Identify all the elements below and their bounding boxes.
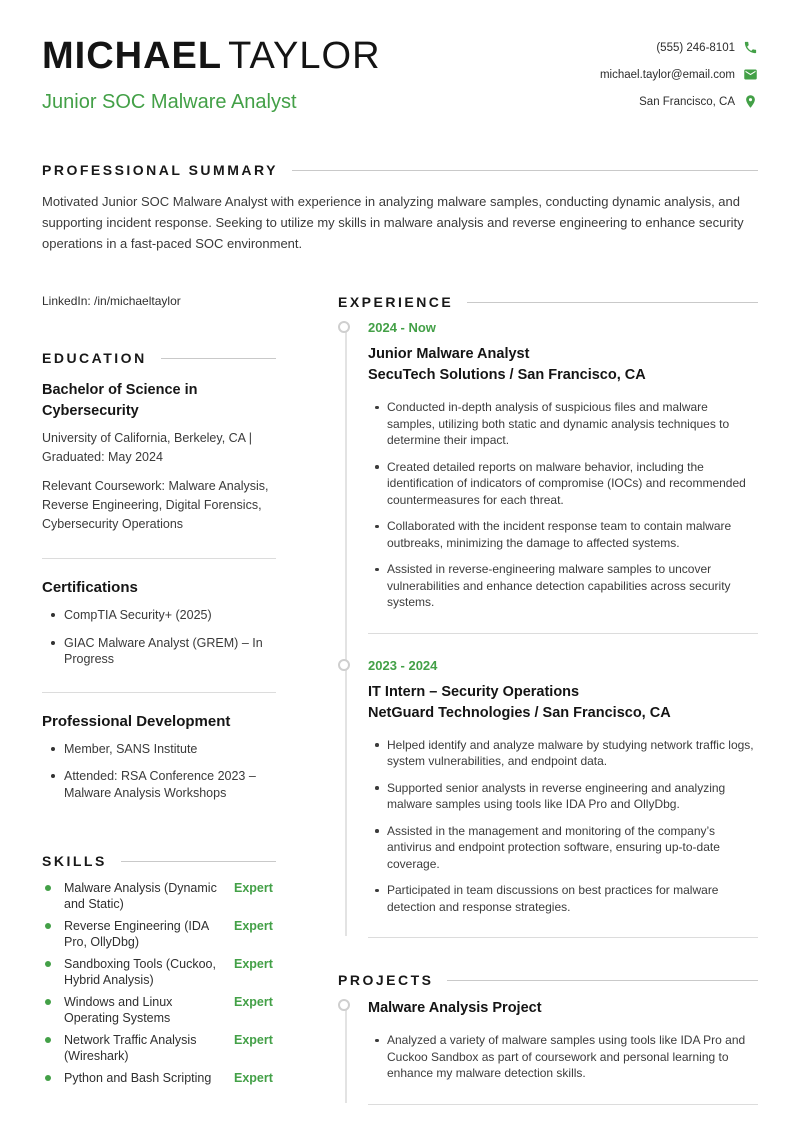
certification-item: GIAC Malware Analyst (GREM) – In Progress <box>42 635 276 668</box>
education-coursework: Relevant Coursework: Malware Analysis, Reverse Engineering, Digital Forensics, Cybersecurity Operations <box>42 479 269 531</box>
job-bullet: Created detailed reports on malware behavior, including the identification of indicators of compromise (IOCs) and recommended countermeasures for each threat. <box>368 459 758 509</box>
education-heading-label: EDUCATION <box>42 350 147 366</box>
project-bullet-list <box>368 1032 758 1082</box>
skill-level: Expert <box>234 957 273 971</box>
summary-text: Motivated Junior SOC Malware Analyst with experience in analyzing malware samples, conducting dynamic analysis, and supporting incident response. Seeking to utilize my skills in malware analysis and reverse engineering to enhance security operations in a fast-paced SOC environment. <box>42 194 744 251</box>
header <box>42 36 758 114</box>
heading-rule <box>467 302 758 303</box>
job-company: SecuTech Solutions / San Francisco, CA <box>368 367 646 383</box>
job-dates: 2024 - Now <box>368 320 436 335</box>
skill-row <box>42 1070 276 1086</box>
divider <box>368 633 758 634</box>
projects-timeline <box>338 998 758 1105</box>
section-certifications <box>42 579 276 668</box>
skill-name: Network Traffic Analysis (Wireshark) <box>64 1033 197 1063</box>
project-bullet: Analyzed a variety of malware samples using tools like IDA Pro and Cuckoo Sandbox as part of coursework and personal learning to enhance my malware detection skills. <box>368 1032 758 1082</box>
job-bullet: Assisted in reverse-engineering malware samples to uncover vulnerabilities and enhance detection capabilities across security systems. <box>368 561 758 611</box>
education-degree: Bachelor of Science in Cybersecurity <box>42 382 198 419</box>
timeline-dot-icon <box>338 999 350 1011</box>
skill-name: Malware Analysis (Dynamic and Static) <box>64 881 217 911</box>
columns <box>42 294 758 1105</box>
project-entry <box>338 998 758 1082</box>
location-pin-icon <box>743 94 758 109</box>
phone-icon <box>743 40 758 55</box>
skills-heading <box>42 853 276 869</box>
job-bullet: Supported senior analysts in reverse engineering and analyzing malware samples using tools like IDA Pro and OllyDbg. <box>368 780 758 813</box>
location-text: San Francisco, CA <box>639 95 735 108</box>
skill-bullet-icon <box>45 1075 51 1081</box>
projects-heading <box>338 972 758 988</box>
skill-level: Expert <box>234 995 273 1009</box>
candidate-first-name: MICHAEL <box>42 35 223 77</box>
skill-row <box>42 956 276 988</box>
job-title: Junior Malware Analyst <box>368 346 530 362</box>
skill-name: Python and Bash Scripting <box>64 1071 212 1085</box>
section-experience <box>338 294 758 938</box>
contact-email <box>600 67 758 82</box>
project-title: Malware Analysis Project <box>368 1000 542 1016</box>
experience-heading <box>338 294 758 310</box>
section-professional-development <box>42 713 276 802</box>
skill-row <box>42 994 276 1026</box>
skill-level: Expert <box>234 919 273 933</box>
skill-name: Windows and Linux Operating Systems <box>64 995 173 1025</box>
experience-timeline <box>338 320 758 938</box>
heading-rule <box>121 861 276 862</box>
right-column <box>338 294 758 1105</box>
candidate-job-title: Junior SOC Malware Analyst <box>42 91 297 113</box>
skills-heading-label: SKILLS <box>42 853 107 869</box>
certification-item: CompTIA Security+ (2025) <box>42 607 276 624</box>
skill-level: Expert <box>234 881 273 895</box>
divider <box>368 1104 758 1105</box>
heading-rule <box>161 358 276 359</box>
experience-heading-label: EXPERIENCE <box>338 294 454 310</box>
job-dates: 2023 - 2024 <box>368 657 438 673</box>
job-bullet: Participated in team discussions on best practices for malware detection and response strategies. <box>368 882 758 915</box>
divider <box>42 692 276 693</box>
certifications-heading: Certifications <box>42 579 138 596</box>
experience-entry <box>338 320 758 611</box>
timeline-dot-icon <box>338 321 350 333</box>
divider <box>42 558 276 559</box>
header-identity <box>42 36 381 114</box>
skill-bullet-icon <box>45 923 51 929</box>
job-title: IT Intern – Security Operations <box>368 683 580 700</box>
contact-location <box>639 94 758 109</box>
skill-name: Reverse Engineering (IDA Pro, OllyDbg) <box>64 919 209 949</box>
professional-development-heading: Professional Development <box>42 712 231 730</box>
section-education <box>42 350 276 534</box>
divider <box>368 937 758 938</box>
section-projects <box>338 972 758 1105</box>
job-bullet-list <box>368 399 758 611</box>
professional-development-list <box>42 741 276 802</box>
left-column <box>42 294 276 1105</box>
contact-info <box>600 36 758 109</box>
skill-bullet-icon <box>45 999 51 1005</box>
email-address: michael.taylor@email.com <box>599 68 735 81</box>
job-company: NetGuard Technologies / San Francisco, CA <box>368 704 671 721</box>
summary-heading-label: PROFESSIONAL SUMMARY <box>42 162 278 178</box>
section-skills <box>42 853 276 1086</box>
education-heading <box>42 350 276 366</box>
section-professional-summary <box>42 162 758 254</box>
professional-development-item: Member, SANS Institute <box>42 741 276 758</box>
job-bullet: Collaborated with the incident response team to contain malware outbreaks, minimizing the damage to affected systems. <box>368 518 758 551</box>
job-bullet: Conducted in-depth analysis of suspicious files and malware samples, utilizing both static and dynamic analysis techniques to determine their impact. <box>368 399 758 449</box>
skill-bullet-icon <box>45 961 51 967</box>
summary-heading <box>42 162 758 178</box>
heading-rule <box>292 170 758 171</box>
timeline-dot-icon <box>338 659 350 671</box>
job-bullet-list <box>368 737 758 916</box>
skill-row <box>42 1032 276 1064</box>
skill-level: Expert <box>234 1071 273 1085</box>
skill-level: Expert <box>234 1033 273 1047</box>
certifications-list <box>42 607 276 668</box>
linkedin-handle: LinkedIn: /in/michaeltaylor <box>42 294 181 308</box>
skill-bullet-icon <box>45 885 51 891</box>
candidate-name <box>42 36 381 76</box>
experience-entry <box>338 658 758 916</box>
skills-list <box>42 880 276 1086</box>
phone-number: (555) 246-8101 <box>656 41 735 54</box>
skill-row <box>42 880 276 912</box>
mail-icon <box>743 67 758 82</box>
candidate-last-name: TAYLOR <box>228 35 381 77</box>
projects-heading-label: PROJECTS <box>338 972 434 988</box>
job-bullet: Helped identify and analyze malware by studying network traffic logs, system vulnerabilities, and endpoint data. <box>368 737 758 770</box>
skill-row <box>42 918 276 950</box>
heading-rule <box>447 980 758 981</box>
job-bullet: Assisted in the management and monitoring of the company’s antivirus and endpoint protection software, ensuring up-to-date coverage. <box>368 823 758 873</box>
contact-phone <box>656 40 758 55</box>
skill-name: Sandboxing Tools (Cuckoo, Hybrid Analysis) <box>64 957 216 987</box>
skill-bullet-icon <box>45 1037 51 1043</box>
professional-development-item: Attended: RSA Conference 2023 – Malware Analysis Workshops <box>42 768 276 801</box>
education-school: University of California, Berkeley, CA | Graduated: May 2024 <box>42 431 253 464</box>
